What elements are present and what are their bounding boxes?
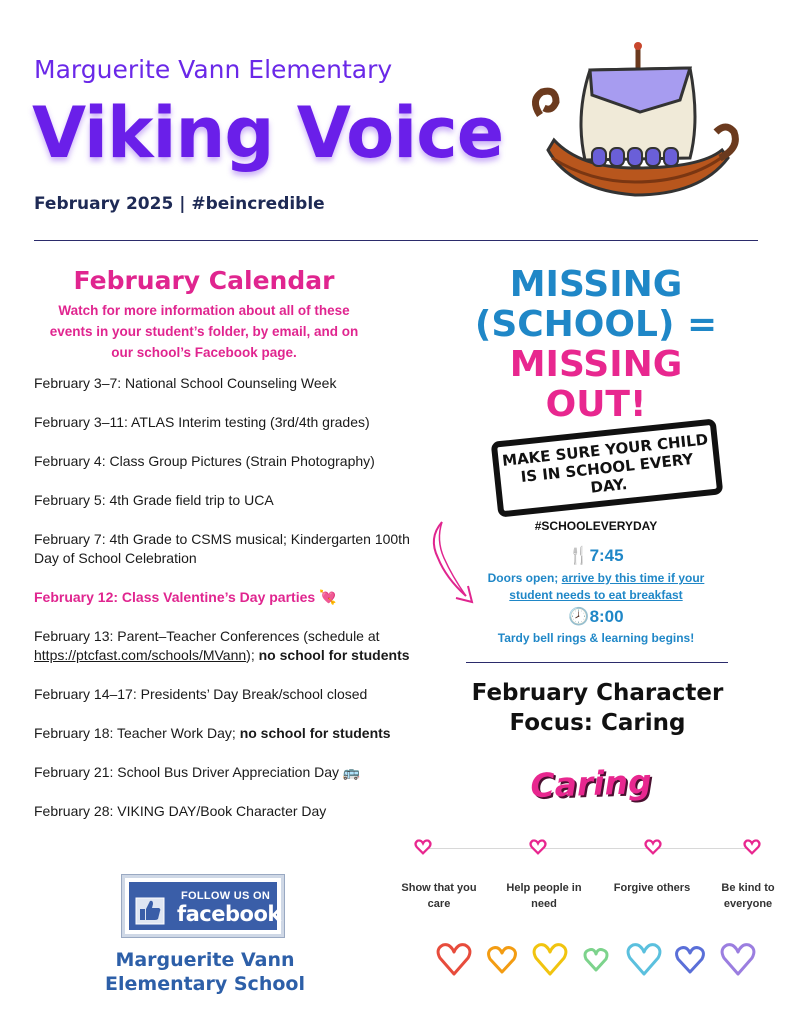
- heart-icon: [743, 838, 761, 856]
- calendar-events: [34, 374, 414, 821]
- event-item: February 21: School Bus Driver Appreciation Day 🚌: [34, 764, 361, 780]
- event-item: February 5: 4th Grade field trip to UCA: [34, 492, 274, 508]
- event-item-presidents-day: February 14–17: Presidents’ Day Break/school closed: [34, 686, 368, 702]
- heart-icon: [722, 945, 754, 974]
- step-label: Forgive others: [613, 882, 691, 894]
- missing-line-4: OUT!: [545, 384, 647, 425]
- event-item-work-day: [34, 724, 414, 743]
- time-745-note: [466, 570, 726, 604]
- missing-school-graphic: [466, 265, 726, 425]
- viking-ship-icon: [530, 40, 740, 215]
- event-item: February 28: VIKING DAY/Book Character Day: [34, 803, 327, 819]
- heart-icon: [628, 945, 660, 974]
- event-text: );: [246, 647, 259, 663]
- facebook-wordmark: facebook: [177, 902, 281, 926]
- event-text-bold: no school for students: [239, 725, 391, 741]
- event-item: February 4: Class Group Pictures (Strain Photography): [34, 453, 375, 469]
- heart-icon: [489, 948, 516, 972]
- caring-word: Caring: [529, 761, 653, 806]
- calendar-subtitle: Watch for more information about all of these events in your student’s folder, by email, and on our school’s Facebook page.: [49, 303, 359, 360]
- event-text: February 18: Teacher Work Day;: [34, 725, 240, 741]
- event-text-bold: no school for students: [258, 647, 410, 663]
- time-745-note-a: Doors open;: [487, 571, 562, 585]
- time-745-note-b: arrive by this time if your student needs to eat breakfast: [509, 571, 705, 602]
- step-label: Show that you care: [401, 882, 477, 910]
- follow-us-text: FOLLOW US ON: [181, 890, 271, 902]
- heart-icon: [677, 948, 704, 972]
- step-label: Be kind to everyone: [721, 882, 775, 910]
- time-800: [466, 607, 726, 627]
- timeline-line: [422, 848, 752, 849]
- heart-icon: [644, 838, 662, 856]
- event-item-valentines: February 12: Class Valentine’s Day parties 💘: [34, 589, 337, 605]
- event-item: February 3–11: ATLAS Interim testing (3rd/4th grades): [34, 414, 370, 430]
- header-divider: [34, 240, 758, 241]
- missing-line-1: MISSING: [509, 264, 683, 305]
- step-label: Help people in need: [506, 882, 582, 910]
- facebook-banner: [129, 882, 281, 930]
- section-divider: [466, 662, 728, 663]
- heart-icon: [534, 945, 566, 974]
- event-item-conferences: [34, 627, 414, 665]
- character-focus-title: February Character Focus: Caring: [471, 680, 724, 736]
- dateline: February 2025 | #beincredible: [34, 194, 325, 214]
- ptcfast-link[interactable]: https://ptcfast.com/schools/MVann: [34, 647, 247, 663]
- time-800-note: Tardy bell rings & learning begins!: [497, 631, 695, 645]
- heart-icon: [414, 838, 432, 856]
- rainbow-hearts: [436, 940, 762, 980]
- attendance-stamp: MAKE SURE YOUR CHILD IS IN SCHOOL EVERY DAY.: [491, 418, 724, 517]
- calendar-title: February Calendar: [73, 266, 335, 295]
- fork-knife-icon: 🍴: [568, 546, 590, 565]
- missing-line-3: MISSING: [509, 344, 683, 385]
- clock-icon: 🕗: [568, 607, 590, 626]
- heart-icon: [529, 838, 547, 856]
- facebook-school-name: Marguerite Vann Elementary School: [105, 949, 305, 995]
- hashtag: #SCHOOLEVERYDAY: [534, 519, 658, 533]
- heart-icon: [438, 945, 470, 974]
- thumbs-up-icon: [135, 896, 165, 926]
- school-name: Marguerite Vann Elementary: [34, 55, 393, 84]
- event-text: February 13: Parent–Teacher Conferences (schedule at: [34, 628, 380, 644]
- time-745-text: 7:45: [589, 546, 624, 565]
- newsletter-title: Viking Voice: [32, 92, 504, 174]
- facebook-follow-button[interactable]: [122, 875, 284, 937]
- time-745: [466, 546, 726, 566]
- event-item: February 3–7: National School Counseling Week: [34, 375, 337, 391]
- missing-line-2: (SCHOOL) =: [474, 304, 718, 345]
- time-800-text: 8:00: [589, 607, 624, 626]
- heart-icon: [585, 950, 607, 971]
- event-item: February 7: 4th Grade to CSMS musical; Kindergarten 100th Day of School Celebration: [34, 531, 410, 566]
